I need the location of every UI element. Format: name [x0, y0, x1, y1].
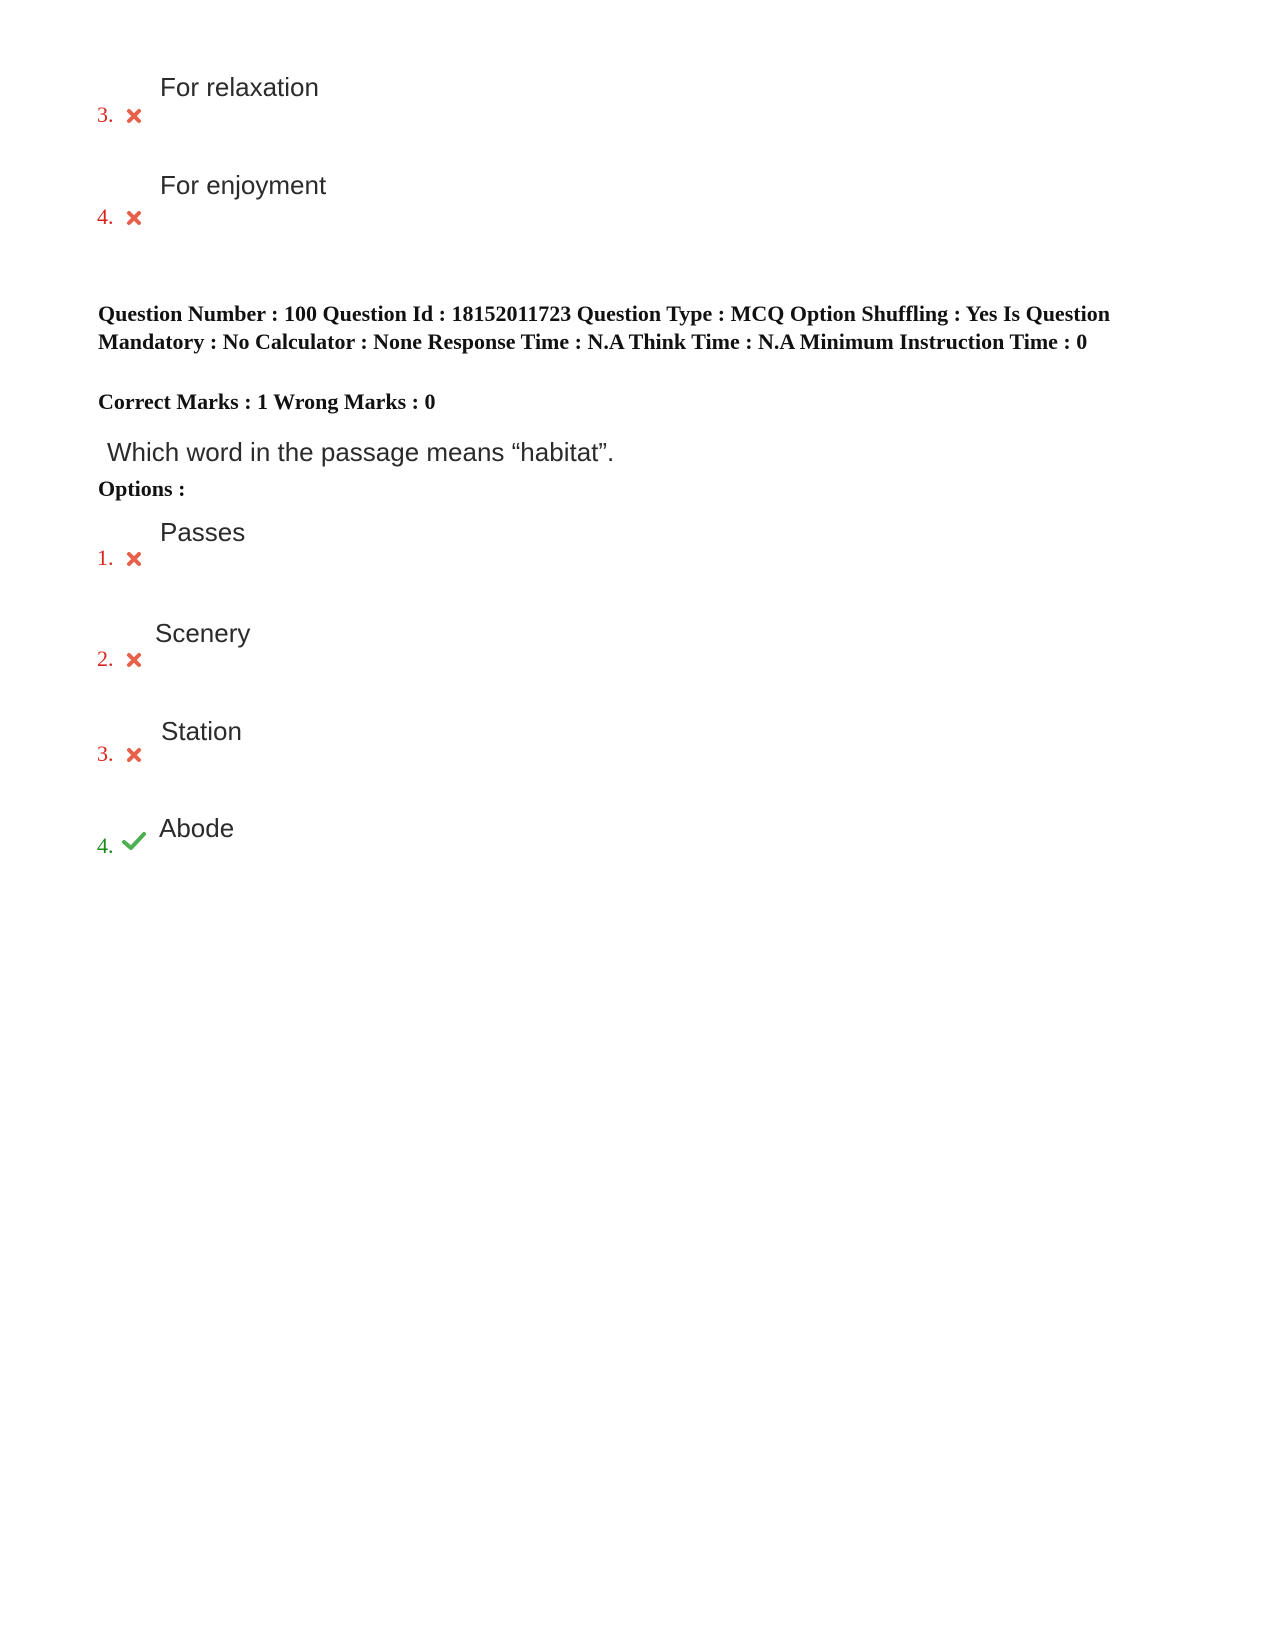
question-marks: Correct Marks : 1 Wrong Marks : 0	[98, 389, 436, 414]
option-number: 3.	[97, 102, 114, 127]
question-meta: Question Number : 100 Question Id : 18152011723 Question Type : MCQ Option Shuffling : Yes Is Question Mandatory : No Calculator : None Response Time : N.A Think Time : N.A Minimum Instruction Time : 0	[98, 301, 1110, 354]
question-text: Which word in the passage means “habitat”.	[107, 437, 615, 467]
option-number: 1.	[97, 545, 114, 570]
option-number: 3.	[97, 741, 114, 766]
cross-icon	[126, 652, 142, 668]
option-text: Abode	[159, 813, 235, 843]
cross-icon	[126, 747, 142, 763]
cross-icon	[126, 551, 142, 567]
option-text: Passes	[160, 517, 246, 547]
option-number: 4.	[97, 833, 114, 858]
option-text: Scenery	[155, 618, 251, 648]
check-icon	[122, 831, 146, 851]
option-number: 4.	[97, 204, 114, 229]
option-text: Station	[161, 716, 242, 746]
option-number: 2.	[97, 646, 114, 671]
cross-icon	[126, 210, 142, 226]
options-label: Options :	[98, 476, 186, 501]
option-text: For relaxation	[160, 72, 319, 102]
cross-icon	[126, 108, 142, 124]
option-text: For enjoyment	[160, 170, 327, 200]
